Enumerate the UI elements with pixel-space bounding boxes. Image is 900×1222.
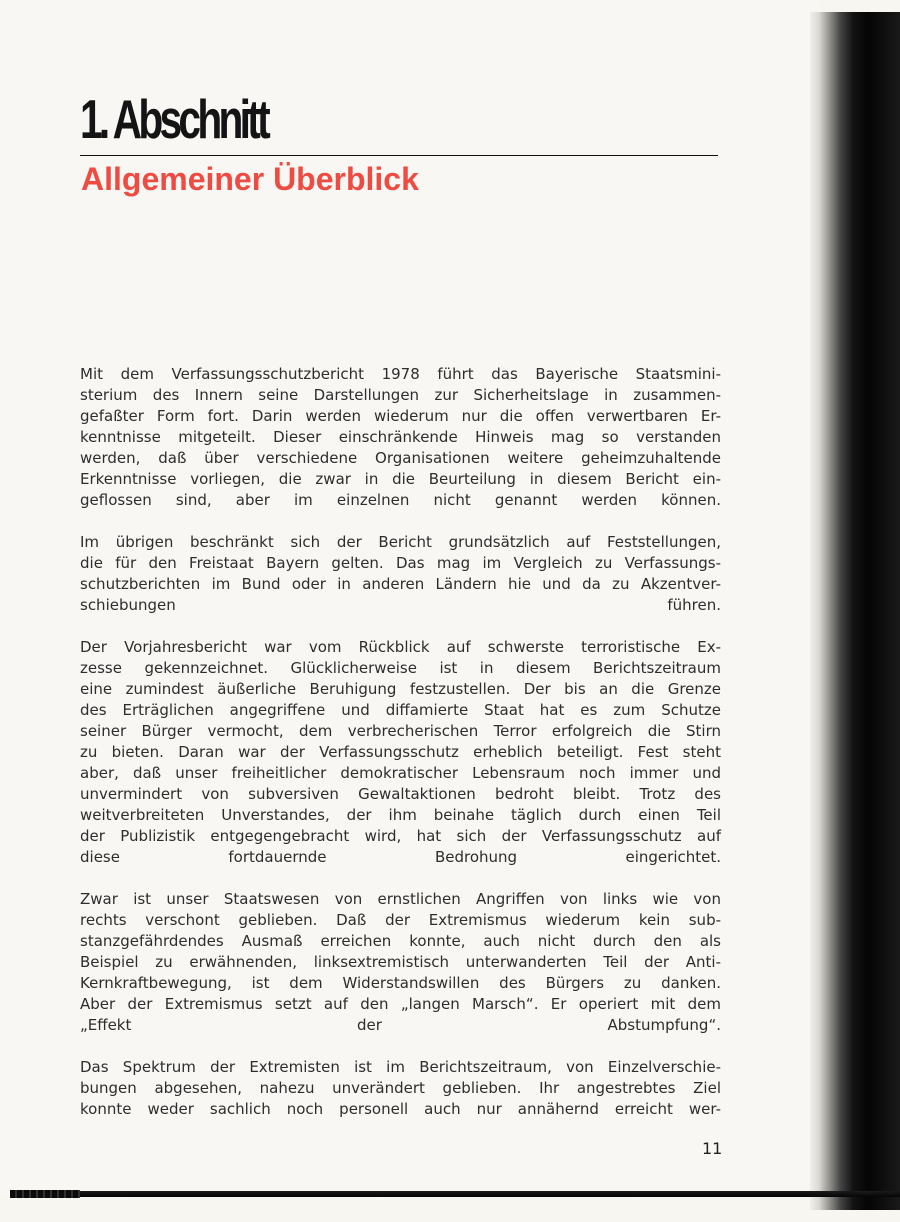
paragraph-5 [80,1057,721,1120]
page-bottom-edge [10,1191,900,1197]
scan-corner-mark [10,1190,80,1198]
heading-rule [80,155,718,156]
paragraph-line: gefaßter Form fort. Darin werden wiederum nur die offen verwertbaren Er- [80,407,721,425]
paragraph-line: Kernkraftbewegung, ist dem Widerstandswillen des Bürgers zu danken. [80,974,721,992]
paragraph-line: Mit dem Verfassungsschutzbericht 1978 führt das Bayerische Staatsmini- [80,365,721,383]
paragraph-line: aber, daß unser freiheitlicher demokratischer Lebensraum noch immer und [80,764,721,782]
paragraph-line: diese fortdauernde Bedrohung eingerichtet. [80,848,721,866]
paragraph-line: werden, daß über verschiedene Organisationen weitere geheimzuhaltende [80,449,721,467]
paragraph-line: unvermindert von subversiven Gewaltaktionen bedroht bleibt. Trotz des [80,785,721,803]
paragraph-2 [80,532,721,616]
paragraph-line: des Erträglichen angegriffene und diffamierte Staat hat es zum Schutze [80,701,721,719]
paragraph-line: bungen abgesehen, nahezu unverändert geblieben. Ihr angestrebtes Ziel [80,1079,721,1097]
paragraph-line: Beispiel zu erwähnenden, linksextremistisch unterwanderten Teil der Anti- [80,953,721,971]
paragraph-line: kenntnisse mitgeteilt. Dieser einschränkende Hinweis mag so verstanden [80,428,721,446]
paragraph-line: die für den Freistaat Bayern gelten. Das mag im Vergleich zu Verfassungs- [80,554,721,572]
paragraph-line: schutzberichten im Bund oder in anderen Ländern hie und da zu Akzentver- [80,575,721,593]
paragraph-4 [80,889,721,1036]
body-text [80,364,721,1141]
section-heading: 1. Abschnitt [80,88,268,150]
paragraph-line: stanzgefährdendes Ausmaß erreichen konnte, auch nicht durch den als [80,932,721,950]
paragraph-1 [80,364,721,511]
paragraph-line: Der Vorjahresbericht war vom Rückblick auf schwerste terroristische Ex- [80,638,721,656]
paragraph-line: Aber der Extremismus setzt auf den „langen Marsch“. Er operiert mit dem [80,995,721,1013]
paragraph-line: konnte weder sachlich noch personell auch nur annähernd erreicht wer- [80,1100,721,1118]
paragraph-line: eine zumindest äußerliche Beruhigung festzustellen. Der bis an die Grenze [80,680,721,698]
paragraph-line: Das Spektrum der Extremisten ist im Berichtszeitraum, von Einzelverschie- [80,1058,721,1076]
paragraph-line: seiner Bürger vermocht, dem verbrecherischen Terror erfolgreich die Stirn [80,722,721,740]
paragraph-line: schiebungen führen. [80,596,721,614]
paragraph-line: sterium des Innern seine Darstellungen zur Sicherheitslage in zusammen- [80,386,721,404]
book-binding-shadow [810,12,900,1210]
paragraph-line: der Publizistik entgegengebracht wird, hat sich der Verfassungsschutz auf [80,827,721,845]
paragraph-line: „Effekt der Abstumpfung“. [80,1016,721,1034]
paragraph-line: geflossen sind, aber im einzelnen nicht genannt werden können. [80,491,721,509]
paragraph-line: rechts verschont geblieben. Daß der Extremismus wiederum kein sub- [80,911,721,929]
paragraph-line: Im übrigen beschränkt sich der Bericht grundsätzlich auf Feststellungen, [80,533,721,551]
paragraph-line: zesse gekennzeichnet. Glücklicherweise ist in diesem Berichtszeitraum [80,659,721,677]
paragraph-3 [80,637,721,868]
paragraph-line: Erkenntnisse vorliegen, die zwar in die Beurteilung in diesem Bericht ein- [80,470,721,488]
paragraph-line: zu bieten. Daran war der Verfassungsschutz erheblich beteiligt. Fest steht [80,743,721,761]
section-subtitle: Allgemeiner Überblick [81,161,419,197]
paragraph-line: weitverbreiteten Unverstandes, der ihm beinahe täglich durch einen Teil [80,806,721,824]
page-number: 11 [702,1139,723,1158]
paragraph-line: Zwar ist unser Staatswesen von ernstlichen Angriffen von links wie von [80,890,721,908]
